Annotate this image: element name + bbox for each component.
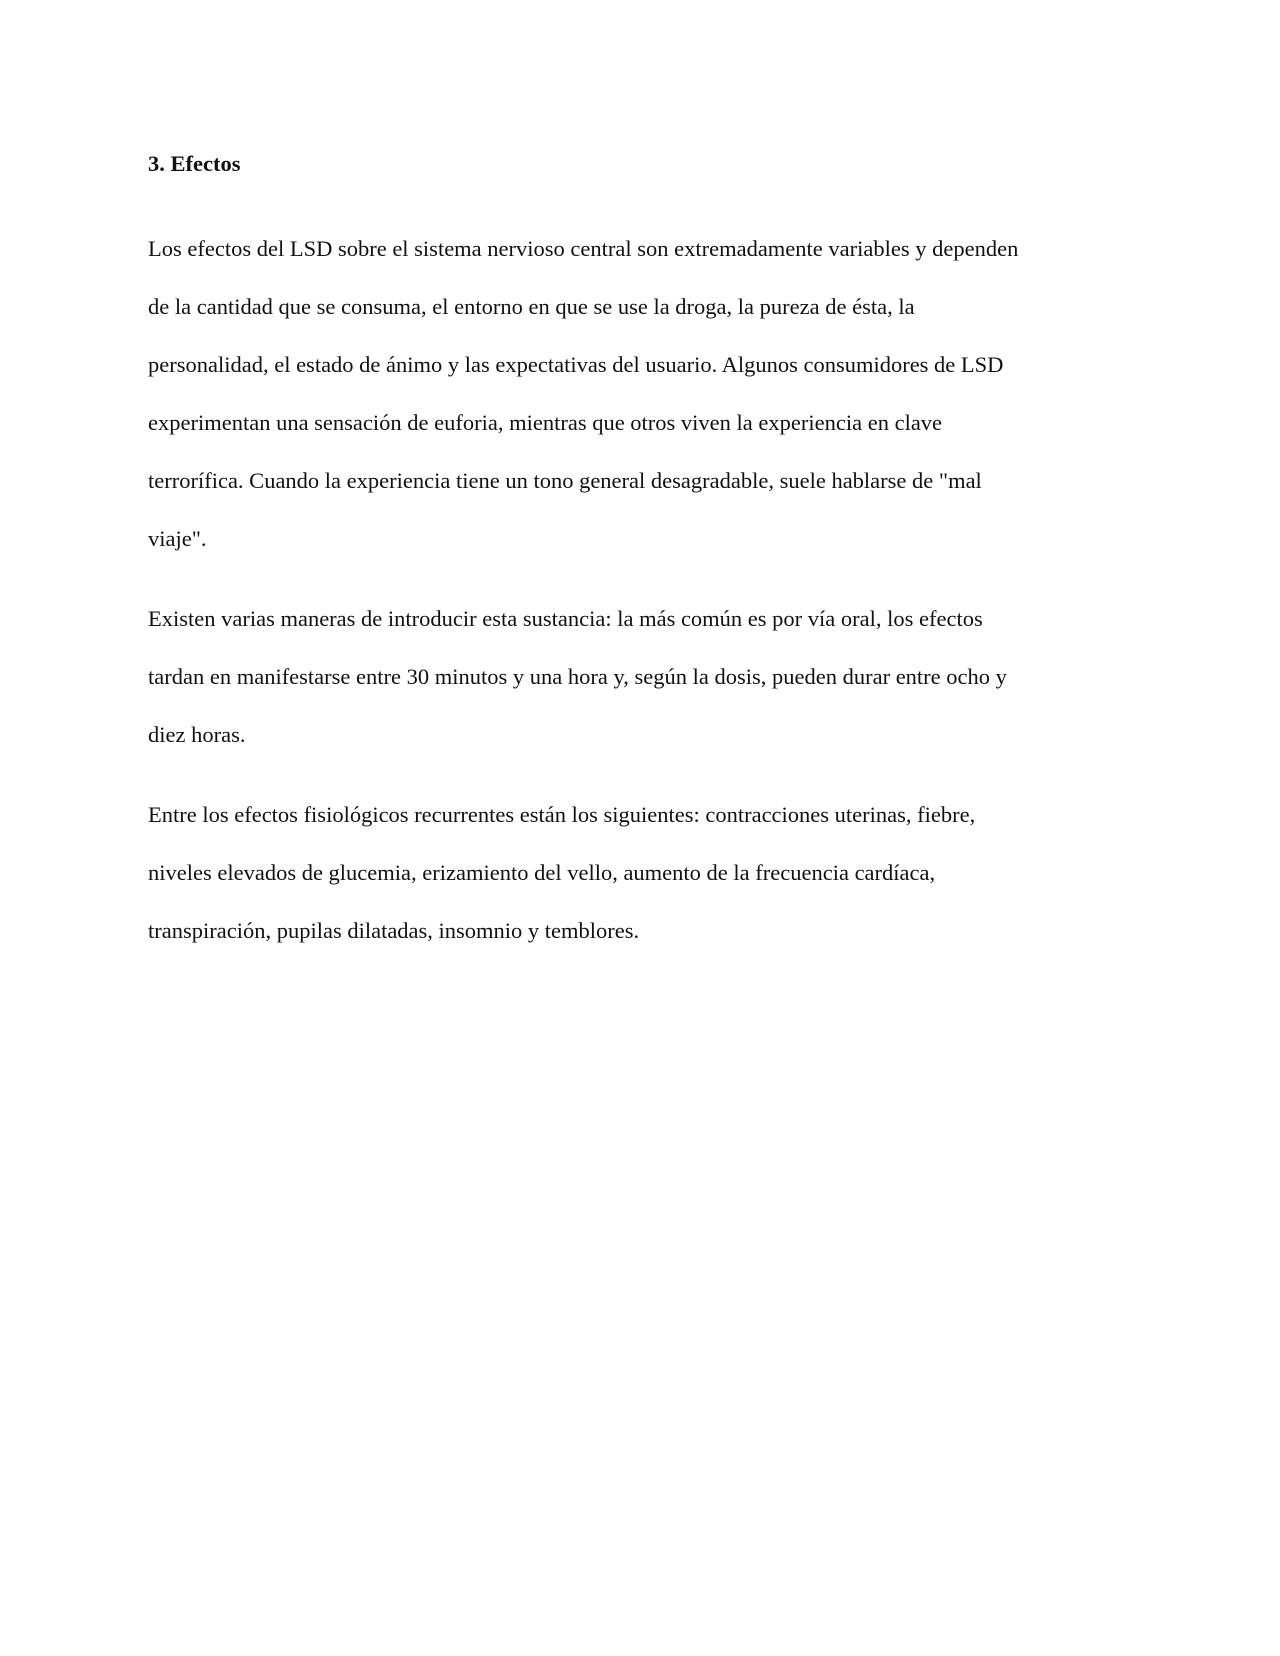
paragraph-line: viaje". (148, 526, 207, 551)
paragraph-3 (148, 786, 1133, 960)
paragraph-line: experimentan una sensación de euforia, mientras que otros viven la experiencia en clave (148, 410, 943, 435)
paragraph-line: transpiración, pupilas dilatadas, insomnio y temblores. (148, 918, 640, 943)
paragraph-line: tardan en manifestarse entre 30 minutos y una hora y, según la dosis, pueden durar entre ocho y (148, 664, 1007, 689)
paragraph-line: Los efectos del LSD sobre el sistema nervioso central son extremadamente variables y dependen (148, 236, 1019, 261)
paragraph-line: Existen varias maneras de introducir esta sustancia: la más común es por vía oral, los efectos (148, 606, 983, 631)
paragraph-line: niveles elevados de glucemia, erizamiento del vello, aumento de la frecuencia cardíaca, (148, 860, 936, 885)
paragraph-line: terrorífica. Cuando la experiencia tiene un tono general desagradable, suele hablarse de "mal (148, 468, 982, 493)
document-content (148, 140, 1133, 960)
paragraph-1 (148, 220, 1133, 568)
paragraph-line: de la cantidad que se consuma, el entorno en que se use la droga, la pureza de ésta, la (148, 294, 915, 319)
paragraph-line: personalidad, el estado de ánimo y las expectativas del usuario. Algunos consumidores de LSD (148, 352, 1004, 377)
section-heading: 3. Efectos (148, 151, 241, 176)
paragraph-line: Entre los efectos fisiológicos recurrentes están los siguientes: contracciones uterinas, fiebre, (148, 802, 976, 827)
paragraph-2 (148, 590, 1133, 764)
paragraph-line: diez horas. (148, 722, 246, 747)
